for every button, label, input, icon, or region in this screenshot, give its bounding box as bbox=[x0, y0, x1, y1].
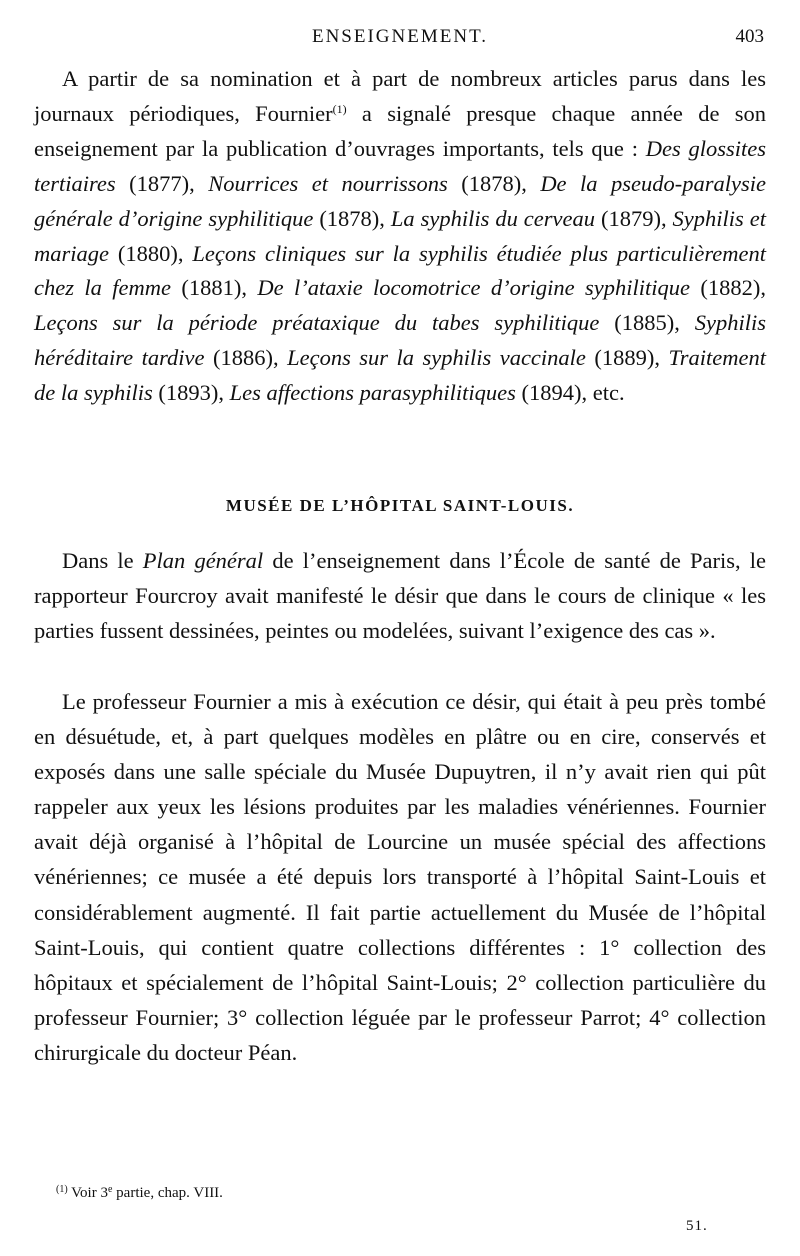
work-year: (1894), etc. bbox=[515, 380, 625, 406]
work-title: Syphilis héréditaire tardive bbox=[34, 310, 766, 371]
para2-text-1: Dans le bbox=[62, 548, 143, 573]
footnote-text-1: Voir 3 bbox=[67, 1185, 108, 1201]
work-year: (1878), bbox=[447, 170, 541, 196]
page-number: 403 bbox=[735, 26, 764, 47]
work-title: Nourrices et nourrissons bbox=[208, 170, 448, 196]
para1-text-1: A partir de sa nomination et à part de nombreux articles parus dans les journaux périodiques, Fournier bbox=[34, 66, 766, 126]
paragraph-plan-general bbox=[34, 544, 766, 649]
work-title: Leçons sur la syphilis vaccinale bbox=[287, 345, 586, 371]
running-title: ENSEIGNEMENT. bbox=[311, 26, 489, 47]
work-year: (1880), bbox=[109, 240, 193, 266]
work-title: Leçons sur la période préataxique du tabes syphilitique bbox=[34, 310, 600, 336]
section-heading: MUSÉE DE L’HÔPITAL SAINT-LOUIS. bbox=[225, 496, 575, 515]
running-head bbox=[0, 26, 800, 54]
work-title: Syphilis et mariage bbox=[34, 205, 766, 266]
work-year: (1893), bbox=[152, 380, 230, 406]
footnote-ordinal: e bbox=[107, 1184, 113, 1195]
work-year: (1878), bbox=[313, 205, 391, 231]
work-year: (1881), bbox=[170, 275, 258, 301]
work-title: Leçons cliniques sur la syphilis étudiée plus particulièrement chez la femme bbox=[34, 240, 766, 301]
work-title: La syphilis du cerveau bbox=[390, 205, 595, 231]
plan-general-title: Plan général bbox=[142, 548, 264, 573]
work-year: (1886), bbox=[204, 345, 288, 371]
work-year: (1877), bbox=[115, 170, 209, 196]
work-title: Traitement de la syphilis bbox=[34, 345, 766, 406]
paragraph-publications bbox=[34, 62, 766, 411]
work-year: (1889), bbox=[585, 345, 669, 371]
work-year: (1882), bbox=[690, 275, 766, 301]
footnote-reference: (1) bbox=[332, 101, 347, 116]
work-year: (1885), bbox=[599, 310, 695, 336]
work-year: (1879), bbox=[595, 205, 673, 231]
footnote bbox=[56, 1184, 223, 1202]
paragraph-musee: Le professeur Fournier a mis à exécution ce désir, qui était à peu près tombé en désuétude, et, à part quelques modèles en plâtre ou en cire, conservés et exposés dans une salle spéciale du Musée Dupuytren, il n’y avait rien qui pût rappeler aux yeux les lésions produites par les maladies vénériennes. Fournier avait déjà organisé à l’hôpital de Lourcine un musée spécial des affections vénériennes; ce musée a été depuis lors transporté à l’hôpital Saint-Louis et considérablement augmenté. Il fait partie actuellement du Musée de l’hôpital Saint-Louis, qui contient quatre collections différentes : 1° collection des hôpitaux et spécialement de l’hôpital Saint-Louis; 2° collection particulière du professeur Fournier; 3° collection léguée par le professeur Parrot; 4° collection chirurgicale du docteur Péan. bbox=[34, 689, 766, 1065]
footnote-mark: (1) bbox=[56, 1184, 68, 1195]
work-title: Des glossites tertiaires bbox=[34, 135, 766, 196]
signature-mark: 51. bbox=[686, 1218, 708, 1234]
para1-text-2: a signalé presque chaque année de son enseignement par la publication d’ouvrages importants, tels que : bbox=[34, 100, 766, 161]
para2-text-2: de l’enseignement dans l’École de santé de Paris, le rapporteur Fourcroy avait manifesté le désir que dans le cours de clinique « les parties fussent dessinées, peintes ou modelées, suivant l’exigence des cas ». bbox=[34, 548, 767, 643]
footnote-text-2: partie, chap. VIII. bbox=[112, 1185, 223, 1201]
work-title: De l’ataxie locomotrice d’origine syphilitique bbox=[257, 275, 690, 301]
work-title: Les affections parasyphilitiques bbox=[229, 380, 516, 406]
work-title: De la pseudo-paralysie générale d’origine syphilitique bbox=[34, 170, 766, 231]
